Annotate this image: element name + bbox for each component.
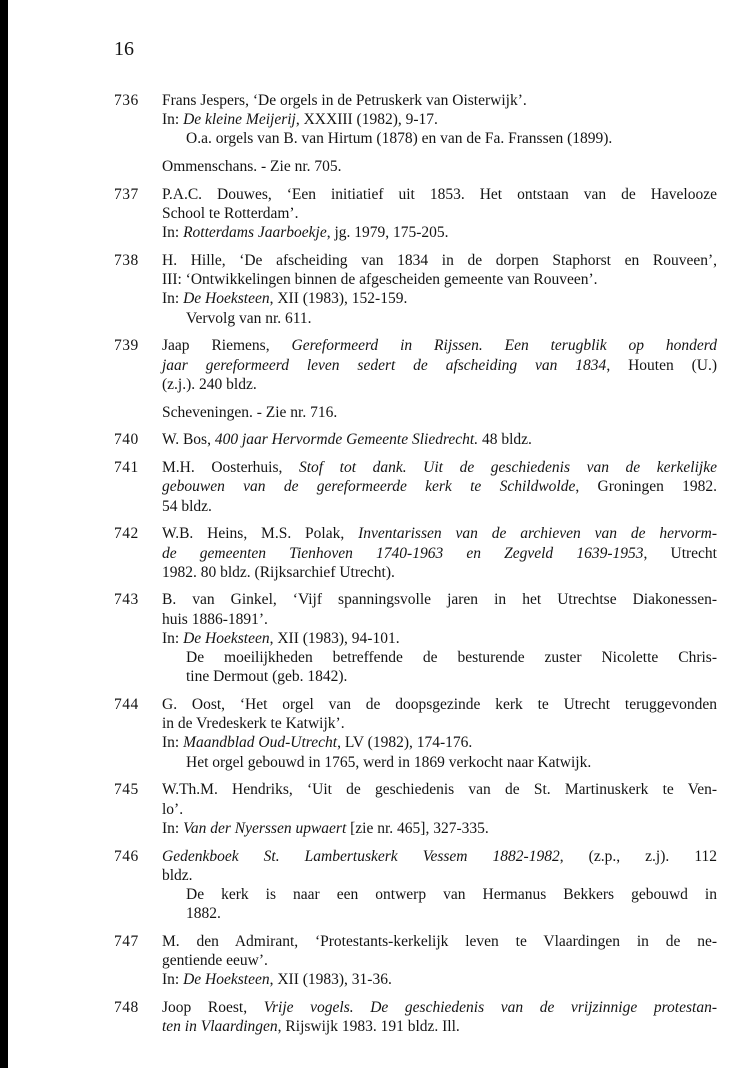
text-segment: bldz. (162, 866, 193, 884)
text-segment: , XII (1983), 31-36. (269, 971, 392, 989)
entry-number: 739 (114, 337, 139, 355)
entry-number: 746 (114, 847, 139, 865)
text-segment: , Rijswijk 1983. 191 bldz. Ill. (277, 1018, 460, 1036)
entry-number: 741 (114, 459, 139, 477)
text-segment: lo’. (162, 800, 184, 818)
text-line (162, 800, 717, 819)
entry-annotation (186, 309, 717, 328)
text-segment: Jaap Riemens, (162, 337, 292, 355)
text-segment: Scheveningen. - Zie nr. 716. (162, 403, 338, 421)
text-segment: H. Hille, ‘De afscheiding van 1834 in de dorpen Staphorst en Rouveen’, (162, 252, 717, 270)
bibliography-entry (114, 91, 717, 149)
entry-citation (162, 970, 717, 989)
text-segment: , XII (1983), 94-101. (269, 629, 400, 647)
entry-citation (162, 590, 717, 628)
cross-reference (114, 403, 717, 422)
page-number: 16 (114, 38, 134, 60)
text-segment: 1982. 80 bldz. (Rijksarchief Utrecht). (162, 563, 395, 581)
text-line (186, 753, 717, 772)
entry-annotation (186, 648, 717, 686)
text-segment: 54 bldz. (162, 497, 212, 515)
entry-number: 742 (114, 525, 139, 543)
entry-citation (162, 430, 717, 449)
entry-citation (162, 524, 717, 582)
italic-title: gebouwen van de gereformeerde kerk te Schildwolde (162, 478, 576, 496)
text-line (162, 336, 717, 355)
bibliography-entry (114, 251, 717, 328)
text-segment: P.A.C. Douwes, ‘Een initiatief uit 1853. Het ontstaan van de Havelooze (162, 185, 717, 203)
text-segment: tine Dermout (geb. 1842). (186, 668, 348, 686)
text-segment: , XXXIII (1982), 9-17. (295, 111, 438, 129)
text-segment: De moeilijkheden betreffende de besturende zuster Nicolette Chris- (186, 649, 717, 667)
text-segment: W. Bos, (162, 431, 215, 449)
text-segment: Ommenschans. - Zie nr. 705. (162, 158, 342, 176)
bibliography-entry (114, 590, 717, 686)
italic-title: ten in Vlaardingen (162, 1018, 278, 1036)
italic-title: Inventarissen van de archieven van de hervorm- (358, 525, 717, 543)
text-line (186, 309, 717, 328)
entry-citation (162, 223, 717, 242)
text-segment: , XII (1983), 152-159. (269, 290, 408, 308)
text-line (162, 375, 717, 394)
entry-number: 738 (114, 252, 139, 270)
entry-citation (162, 251, 717, 289)
text-segment: in de Vredeskerk te Katwijk’. (162, 715, 345, 733)
text-segment: W.Th.M. Hendriks, ‘Uit de geschiedenis van de St. Martinuskerk te Ven- (162, 781, 717, 799)
entry-number: 745 (114, 781, 139, 799)
italic-title: 400 jaar Hervormde Gemeente Sliedrecht. (214, 431, 479, 449)
scan-edge-bar (0, 0, 8, 1068)
entry-citation (162, 733, 717, 752)
italic-title: De kleine Meijerij (183, 111, 296, 129)
text-line (162, 356, 717, 375)
text-segment: In: (162, 290, 184, 308)
entry-citation (162, 458, 717, 516)
text-line (186, 648, 717, 667)
text-line (162, 819, 717, 838)
text-line (162, 477, 717, 496)
italic-title: Gedenkboek St. Lambertuskerk Vessem 1882-1982 (162, 847, 560, 865)
text-segment: Vervolg van nr. 611. (186, 309, 312, 327)
text-segment: In: (162, 971, 184, 989)
text-line (162, 251, 717, 270)
text-segment: In: (162, 629, 184, 647)
entry-citation (162, 847, 717, 885)
text-line (162, 204, 717, 223)
text-segment: In: (162, 819, 184, 837)
entry-citation (162, 157, 717, 176)
text-line (162, 780, 717, 799)
bibliography-entry (114, 695, 717, 772)
bibliography-entry (114, 336, 717, 394)
text-line (162, 998, 717, 1017)
text-segment: W.B. Heins, M.S. Polak, (162, 525, 359, 543)
text-segment: , LV (1982), 174-176. (337, 734, 473, 752)
text-segment: De kerk is naar een ontwerp van Hermanus Bekkers gebouwd in (186, 885, 717, 903)
text-line (162, 458, 717, 477)
text-line (162, 403, 717, 422)
text-line (162, 610, 717, 629)
text-line (162, 866, 717, 885)
text-line (162, 951, 717, 970)
text-line (162, 289, 717, 308)
entry-citation (162, 110, 717, 129)
bibliography-entry (114, 430, 717, 449)
text-segment: 48 bldz. (478, 431, 532, 449)
text-line (162, 430, 717, 449)
entry-citation (162, 932, 717, 970)
text-segment: huis 1886-1891’. (162, 610, 268, 628)
text-segment: Joop Roest, (162, 999, 264, 1016)
text-line (186, 667, 717, 686)
entry-annotation (186, 753, 717, 772)
entry-number: 748 (114, 999, 139, 1016)
italic-title: Rotterdams Jaarboekje (183, 224, 327, 242)
entry-number: 737 (114, 185, 139, 203)
text-segment: gentiende eeuw’. (162, 952, 268, 970)
italic-title: Maandblad Oud-Utrecht (183, 734, 338, 752)
bibliography-entry (114, 185, 717, 243)
text-segment: , Houten (U.) (606, 356, 717, 374)
text-line (186, 904, 717, 923)
cross-reference (114, 157, 717, 176)
text-line (162, 932, 717, 951)
text-segment: , Utrecht (643, 544, 717, 562)
italic-title: Van der Nyerssen upwaert (183, 819, 347, 837)
italic-title: de gemeenten Tienhoven 1740-1963 en Zegveld 1639-1953 (162, 544, 644, 562)
entry-citation (162, 819, 717, 838)
text-segment: , Groningen 1982. (575, 478, 717, 496)
text-segment: III: ‘Ontwikkelingen binnen de afgescheiden gemeente van Rouveen’. (162, 271, 598, 289)
entry-number: 736 (114, 92, 139, 109)
text-line (162, 695, 717, 714)
text-line (162, 91, 717, 110)
text-segment: In: (162, 111, 184, 129)
text-segment: In: (162, 734, 184, 752)
text-segment: M. den Admirant, ‘Protestants-kerkelijk leven te Vlaardingen in de ne- (162, 932, 717, 950)
text-line (162, 714, 717, 733)
entry-number: 747 (114, 932, 139, 950)
entry-annotation (186, 129, 717, 148)
italic-title: De Hoeksteen (183, 290, 270, 308)
italic-title: jaar gereformeerd leven sedert de afscheiding van 1834 (162, 356, 607, 374)
italic-title: Vrije vogels. De geschiedenis van de vrijzinnige protestan- (263, 999, 717, 1016)
entry-citation (162, 185, 717, 223)
text-line (186, 885, 717, 904)
text-line (162, 590, 717, 609)
text-segment: In: (162, 224, 184, 242)
text-line (186, 129, 717, 148)
entry-citation (162, 403, 717, 422)
bibliography-entry (114, 847, 717, 924)
text-line (162, 1017, 717, 1036)
text-segment: (z.j.). 240 bldz. (162, 375, 257, 393)
text-line (162, 223, 717, 242)
italic-title: Gereformeerd in Rijssen. Een terugblik op honderd (291, 337, 717, 355)
entry-citation (162, 289, 717, 308)
text-line (162, 497, 717, 516)
text-line (162, 563, 717, 582)
text-segment: G. Oost, ‘Het orgel van de doopsgezinde kerk te Utrecht teruggevonden (162, 696, 717, 713)
italic-title: De Hoeksteen (183, 629, 270, 647)
italic-title: De Hoeksteen (183, 971, 270, 989)
bibliography-entry (114, 998, 717, 1036)
entry-number: 740 (114, 431, 139, 449)
text-line (162, 733, 717, 752)
text-line (162, 524, 717, 543)
text-line (162, 270, 717, 289)
text-line (162, 847, 717, 866)
text-line (162, 157, 717, 176)
text-line (162, 544, 717, 563)
text-segment: [zie nr. 465], 327-335. (346, 819, 489, 837)
entry-citation (162, 629, 717, 648)
text-line (162, 110, 717, 129)
text-segment: Het orgel gebouwd in 1765, werd in 1869 verkocht naar Katwijk. (186, 753, 592, 771)
bibliography-entry (114, 780, 717, 838)
entry-citation (162, 91, 717, 110)
text-segment: , jg. 1979, 175-205. (326, 224, 449, 242)
entry-annotation (186, 885, 717, 923)
text-segment: B. van Ginkel, ‘Vijf spanningsvolle jaren in het Utrechtse Diakonessen- (162, 591, 717, 609)
bibliography-entry (114, 458, 717, 516)
text-segment: School te Rotterdam’. (162, 205, 299, 223)
entry-number: 744 (114, 696, 139, 713)
entry-number: 743 (114, 591, 139, 609)
text-segment: M.H. Oosterhuis, (162, 459, 299, 477)
italic-title: Stof tot dank. Uit de geschiedenis van de kerkelijke (298, 459, 717, 477)
bibliography-entry (114, 524, 717, 582)
entry-citation (162, 780, 717, 818)
text-segment: O.a. orgels van B. van Hirtum (1878) en van de Fa. Franssen (1899). (186, 130, 613, 148)
text-segment: Frans Jespers, ‘De orgels in de Petruskerk van Oisterwijk’. (162, 92, 527, 109)
bibliography-list (114, 91, 717, 1045)
entry-citation (162, 336, 717, 394)
text-line (162, 185, 717, 204)
entry-citation (162, 695, 717, 733)
text-segment: , (z.p., z.j). 112 (559, 847, 717, 865)
entry-citation (162, 998, 717, 1036)
text-line (162, 629, 717, 648)
bibliography-entry (114, 932, 717, 990)
text-line (162, 970, 717, 989)
text-segment: 1882. (186, 905, 221, 923)
